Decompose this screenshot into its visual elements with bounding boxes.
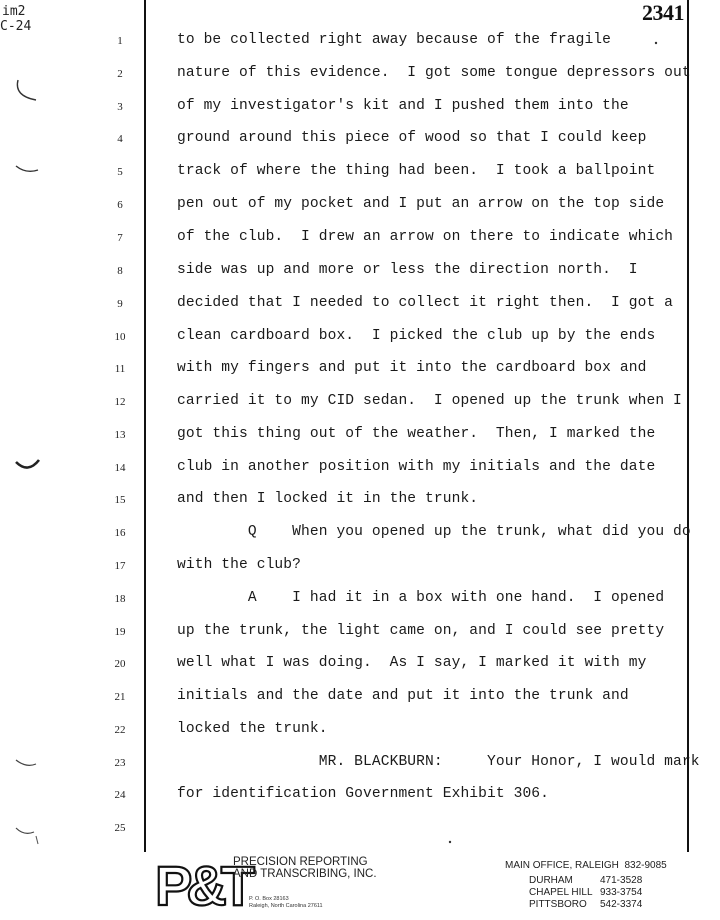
transcript-line: side was up and more or less the direction north. I <box>177 262 638 278</box>
line-number: 12 <box>114 396 126 408</box>
line-number: 19 <box>114 626 126 638</box>
line-number: 25 <box>114 822 126 834</box>
line-number: 23 <box>114 757 126 769</box>
transcript-line: track of where the thing had been. I took a ballpoint <box>177 163 656 179</box>
transcript-line: initials and the date and put it into the trunk and <box>177 688 629 704</box>
binder-mark-1 <box>12 78 42 104</box>
line-number: 6 <box>117 199 123 211</box>
line-number: 3 <box>117 101 123 113</box>
company-logo <box>153 854 249 917</box>
binder-mark-3 <box>14 456 44 476</box>
company-name <box>233 856 377 880</box>
transcript-line: pen out of my pocket and I put an arrow on the top side <box>177 196 665 212</box>
line-number: 9 <box>117 298 123 310</box>
transcript-line: of the club. I drew an arrow on there to indicate which <box>177 229 674 245</box>
line-number: 22 <box>114 724 126 736</box>
transcript-line: nature of this evidence. I got some tongue depressors out <box>177 65 691 81</box>
page-number: 2341 <box>642 0 684 25</box>
transcript-line: decided that I needed to collect it right then. I got a <box>177 295 674 311</box>
line-number: 8 <box>117 265 123 277</box>
corner-label-top: im2 <box>2 4 26 19</box>
line-number: 2 <box>117 68 123 80</box>
line-number: 4 <box>117 133 123 145</box>
binder-mark-2 <box>14 160 44 180</box>
svg-text:P&T: P&T <box>155 854 249 917</box>
transcript-line: locked the trunk. <box>177 721 328 737</box>
line-number: 5 <box>117 166 123 178</box>
line-number: 10 <box>114 331 126 343</box>
transcript-line: well what I was doing. As I say, I marked it with my <box>177 655 647 671</box>
transcript-line: Q When you opened up the trunk, what did you do <box>177 524 691 540</box>
stray-mark <box>652 38 662 48</box>
office-phone: 933-3754 <box>600 887 643 898</box>
transcript-line: and then I locked it in the trunk. <box>177 491 479 507</box>
line-number: 15 <box>114 494 126 506</box>
company-name-line1: PRECISION REPORTING <box>233 856 368 868</box>
binder-mark-5 <box>14 824 44 846</box>
transcript-line: carried it to my CID sedan. I opened up the trunk when I <box>177 393 682 409</box>
transcript-line: clean cardboard box. I picked the club up by the ends <box>177 328 656 344</box>
line-number: 11 <box>114 363 126 375</box>
line-number: 18 <box>114 593 126 605</box>
transcript-line: of my investigator's kit and I pushed them into the <box>177 98 629 114</box>
line-number: 21 <box>114 691 126 703</box>
transcript-line: club in another position with my initials and the date <box>177 459 656 475</box>
transcript-line: got this thing out of the weather. Then, I marked the <box>177 426 656 442</box>
po-box: P. O. Box 28163 <box>249 896 289 902</box>
transcript-line: MR. BLACKBURN: Your Honor, I would mark <box>177 754 700 770</box>
company-address <box>249 896 323 910</box>
main-office: MAIN OFFICE, RALEIGH 832-9085 <box>505 860 667 871</box>
corner-label-bottom: C-24 <box>0 19 32 34</box>
transcript-line: with the club? <box>177 557 302 573</box>
transcript-line: ground around this piece of wood so that I could keep <box>177 130 647 146</box>
office-city: DURHAM <box>529 875 573 886</box>
office-city: PITTSBORO <box>529 899 587 910</box>
transcript-line: A I had it in a box with one hand. I opened <box>177 590 665 606</box>
right-margin-rule <box>687 0 689 852</box>
po-city: Raleigh, North Carolina 27611 <box>249 903 323 909</box>
office-phone: 471-3528 <box>600 875 643 886</box>
line-number: 16 <box>114 527 126 539</box>
line-number: 20 <box>114 658 126 670</box>
office-phone: 542-3374 <box>600 899 643 910</box>
line-number: 13 <box>114 429 126 441</box>
line-number: 14 <box>114 462 126 474</box>
binder-mark-4 <box>14 756 44 774</box>
left-margin-rule <box>144 0 146 852</box>
transcript-line: for identification Government Exhibit 306. <box>177 786 550 802</box>
office-city: CHAPEL HILL <box>529 887 593 898</box>
stray-mark-bottom <box>446 838 454 846</box>
line-number: 7 <box>117 232 123 244</box>
company-name-line2: AND TRANSCRIBING, INC. <box>233 868 377 880</box>
transcript-line: up the trunk, the light came on, and I could see pretty <box>177 623 665 639</box>
line-number: 24 <box>114 789 126 801</box>
transcript-line: with my fingers and put it into the cardboard box and <box>177 360 647 376</box>
line-number: 17 <box>114 560 126 572</box>
line-number: 1 <box>117 35 123 47</box>
transcript-line: to be collected right away because of the fragile <box>177 32 612 48</box>
